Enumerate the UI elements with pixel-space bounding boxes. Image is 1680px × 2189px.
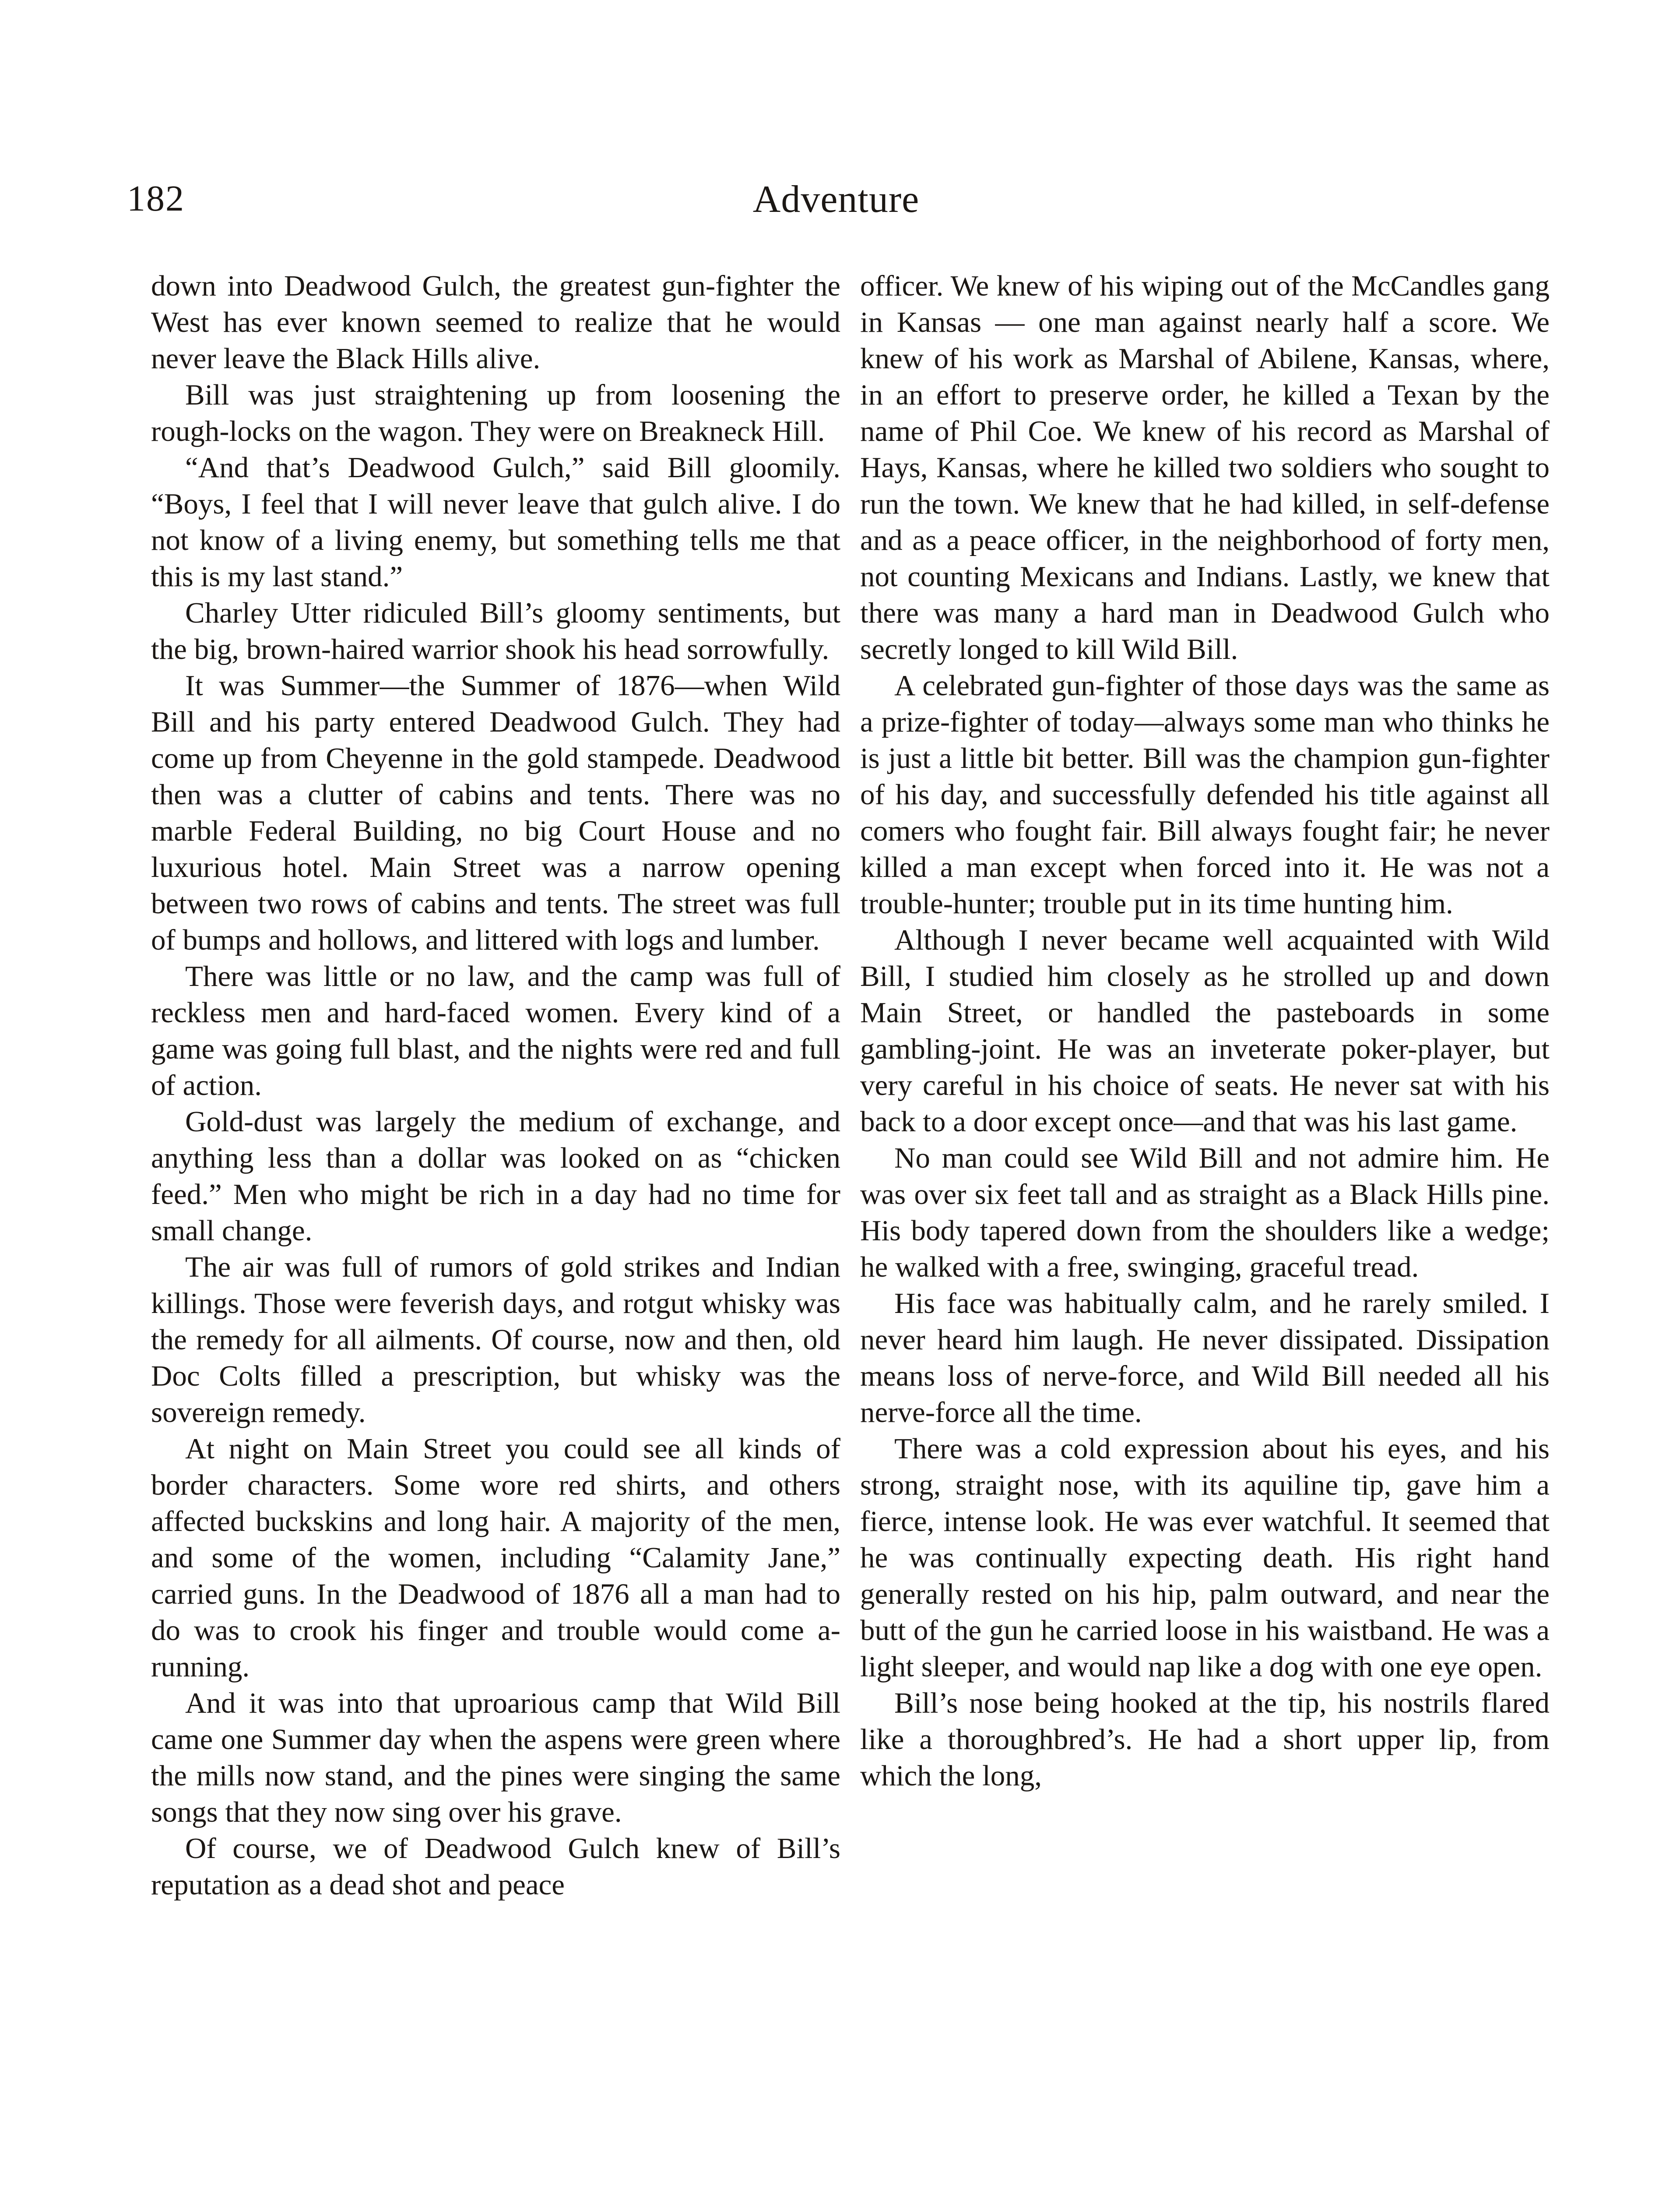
- right-column: [860, 268, 1550, 2189]
- paragraph: His face was habitually calm, and he rarely smiled. I never heard him laugh. He never dissipated. Dissipation means loss of nerve-force, and Wild Bill needed all his nerve-force all the time.: [860, 1287, 1550, 1429]
- paragraph: officer. We knew of his wiping out of the McCandles gang in Kansas — one man against nearly half a score. We knew of his work as Marshal of Abilene, Kansas, where, in an effort to preserve order, he killed a Texan by the name of Phil Coe. We knew of his record as Marshal of Hays, Kansas, where he killed two soldiers who sought to run the town. We knew that he had killed, in self-defense and as a peace officer, in the neighborhood of forty men, not counting Mexicans and Indians. Lastly, we knew that there was many a hard man in Deadwood Gulch who secretly longed to kill Wild Bill.: [860, 270, 1550, 665]
- paragraph: Charley Utter ridiculed Bill’s gloomy sentiments, but the big, brown-haired warrior shook his head sorrowfully.: [151, 597, 840, 665]
- paragraph: Of course, we of Deadwood Gulch knew of Bill’s reputation as a dead shot and peace: [151, 1832, 840, 1901]
- left-column: [151, 268, 840, 2189]
- paragraph: Although I never became well acquainted with Wild Bill, I studied him closely as he strolled up and down Main Street, or handled the pasteboards in some gambling-joint. He was an inveterate poker-player, but very careful in his choice of seats. He never sat with his back to a door except once—and that was his last game.: [860, 924, 1550, 1138]
- page-header: [127, 177, 1545, 230]
- magazine-title: Adventure: [752, 178, 920, 221]
- paragraph: down into Deadwood Gulch, the greatest gun-fighter the West has ever known seemed to realize that he would never leave the Black Hills alive.: [151, 270, 840, 375]
- paragraph: It was Summer—the Summer of 1876—when Wild Bill and his party entered Deadwood Gulch. They had come up from Cheyenne in the gold stampede. Deadwood then was a clutter of cabins and tents. There was no marble Federal Building, no big Court House and no luxurious hotel. Main Street was a narrow opening between two rows of cabins and tents. The street was full of bumps and hollows, and littered with logs and lumber.: [151, 669, 840, 956]
- paragraph: The air was full of rumors of gold strikes and Indian killings. Those were feverish days, and rotgut whisky was the remedy for all ailments. Of course, now and then, old Doc Colts filled a prescription, but whisky was the sovereign remedy.: [151, 1251, 840, 1429]
- paragraph: There was little or no law, and the camp was full of reckless men and hard-faced women. Every kind of a game was going full blast, and the nights were red and full of action.: [151, 960, 840, 1102]
- paragraph: No man could see Wild Bill and not admire him. He was over six feet tall and as straight as a Black Hills pine. His body tapered down from the shoulders like a wedge; he walked with a free, swinging, graceful tread.: [860, 1142, 1550, 1283]
- paragraph: At night on Main Street you could see all kinds of border characters. Some wore red shirts, and others affected buckskins and long hair. A majority of the men, and some of the women, including “Calamity Jane,” carried guns. In the Deadwood of 1876 all a man had to do was to crook his finger and trouble would come a-running.: [151, 1432, 840, 1683]
- paragraph: Gold-dust was largely the medium of exchange, and anything less than a dollar was looked on as “chicken feed.” Men who might be rich in a day had no time for small change.: [151, 1105, 840, 1247]
- paragraph: There was a cold expression about his eyes, and his strong, straight nose, with its aquiline tip, gave him a fierce, intense look. He was ever watchful. It seemed that he was continually expecting death. His right hand generally rested on his hip, palm outward, and near the butt of the gun he carried loose in his waistband. He was a light sleeper, and would nap like a dog with one eye open.: [860, 1432, 1550, 1683]
- paragraph: Bill’s nose being hooked at the tip, his nostrils flared like a thoroughbred’s. He had a short upper lip, from which the long,: [860, 1687, 1550, 1792]
- page-number: 182: [127, 178, 185, 219]
- paragraph: And it was into that uproarious camp that Wild Bill came one Summer day when the aspens were green where the mills now stand, and the pines were singing the same songs that they now sing over his grave.: [151, 1687, 840, 1828]
- paragraph: A celebrated gun-fighter of those days was the same as a prize-fighter of today—always some man who thinks he is just a little bit better. Bill was the champion gun-fighter of his day, and successfully defended his title against all comers who fought fair. Bill always fought fair; he never killed a man except when forced into it. He was not a trouble-hunter; trouble put in its time hunting him.: [860, 669, 1550, 920]
- paragraph: “And that’s Deadwood Gulch,” said Bill gloomily. “Boys, I feel that I will never leave that gulch alive. I do not know of a living enemy, but something tells me that this is my last stand.”: [151, 451, 840, 593]
- paragraph: Bill was just straightening up from loosening the rough-locks on the wagon. They were on Breakneck Hill.: [151, 379, 840, 447]
